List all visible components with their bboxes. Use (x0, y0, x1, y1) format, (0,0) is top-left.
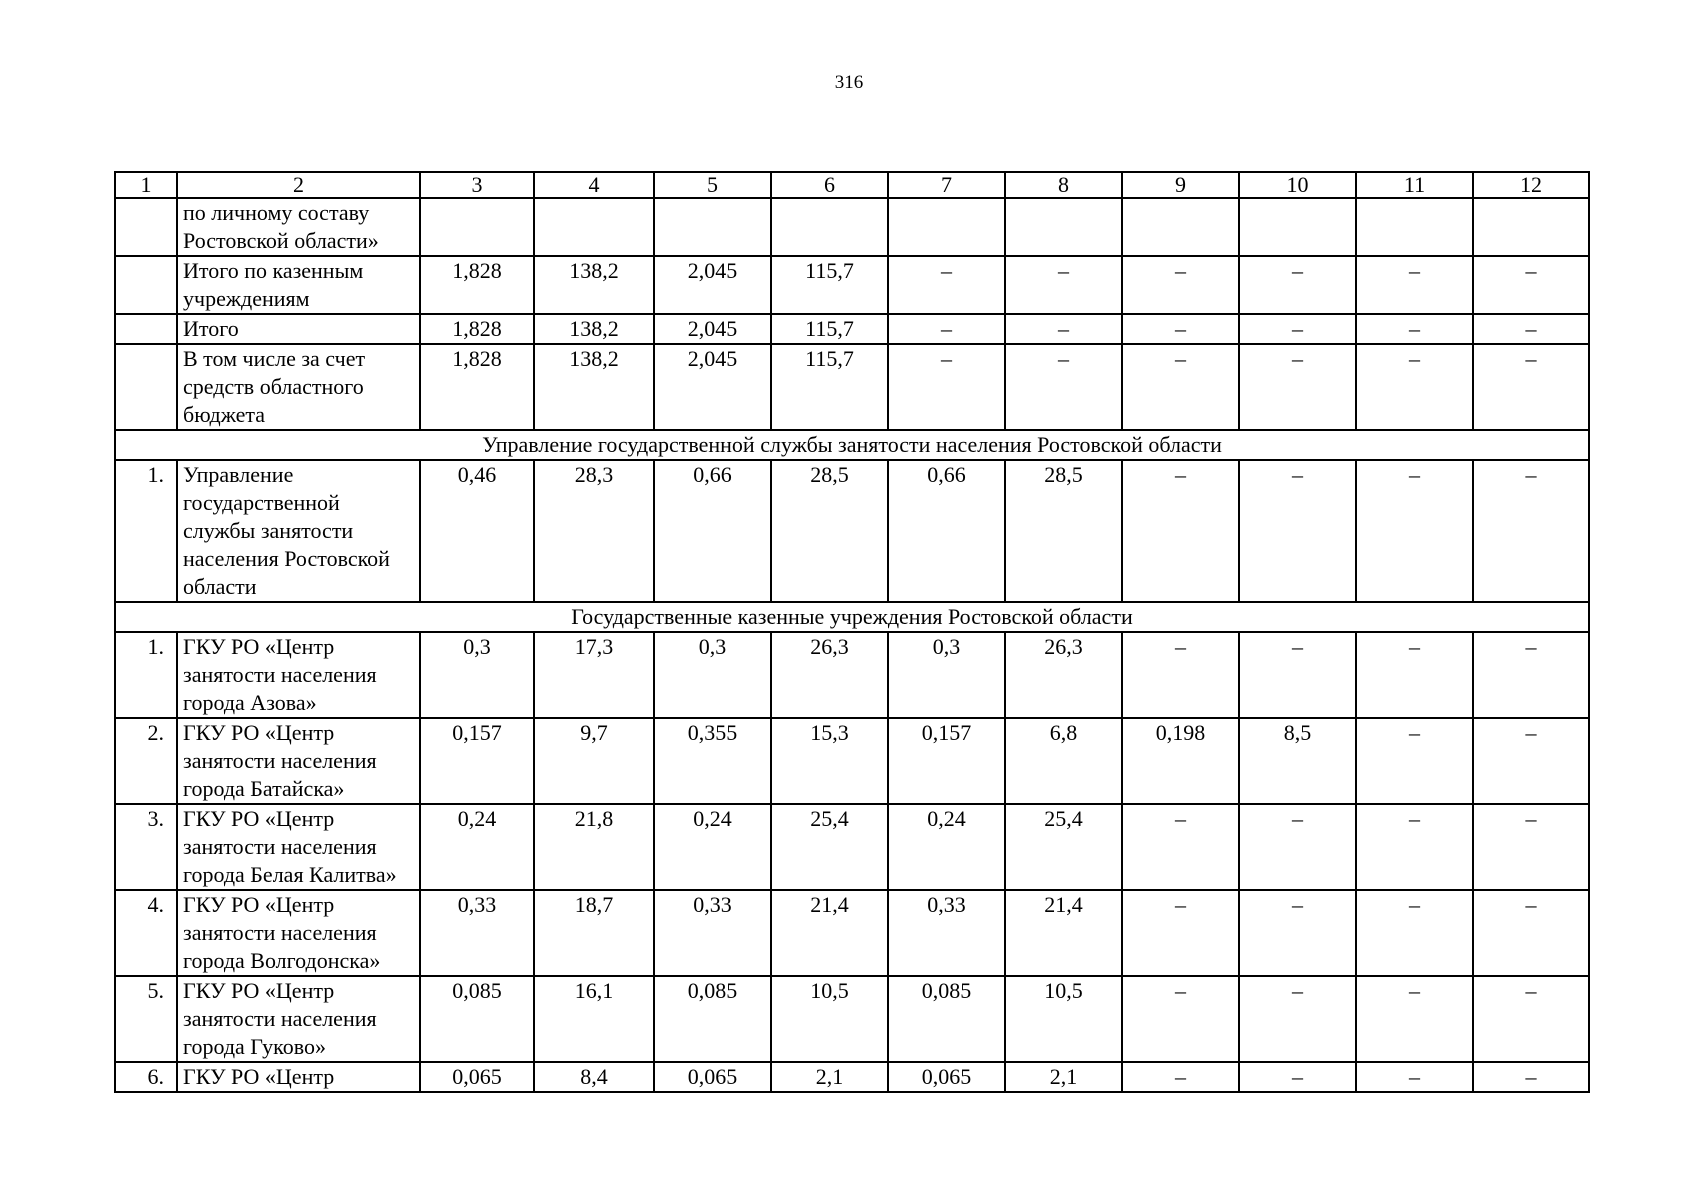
cell-col-4: 18,7 (534, 890, 654, 976)
row-number (115, 256, 177, 314)
cell-col-3: 0,085 (420, 976, 534, 1062)
cell-col-12: – (1473, 344, 1589, 430)
cell-col-6: 2,1 (771, 1062, 888, 1092)
section-header-row (115, 602, 1589, 632)
cell-col-3: 0,065 (420, 1062, 534, 1092)
cell-col-11: – (1356, 256, 1473, 314)
cell-col-4: 28,3 (534, 460, 654, 602)
cell-col-9: – (1122, 314, 1239, 344)
column-header-5: 5 (654, 172, 771, 198)
cell-col-9: 0,198 (1122, 718, 1239, 804)
row-name: ГКУ РО «Центр занятости населения города Гуково» (177, 976, 420, 1062)
table-row (115, 314, 1589, 344)
column-header-10: 10 (1239, 172, 1356, 198)
cell-col-7: 0,157 (888, 718, 1005, 804)
cell-col-11: – (1356, 344, 1473, 430)
row-number: 1. (115, 460, 177, 602)
cell-col-7: 0,085 (888, 976, 1005, 1062)
cell-col-10: 8,5 (1239, 718, 1356, 804)
table-row (115, 460, 1589, 602)
cell-col-11: – (1356, 314, 1473, 344)
cell-col-10: – (1239, 1062, 1356, 1092)
section-title: Государственные казенные учреждения Ростовской области (115, 602, 1589, 632)
cell-col-4: 138,2 (534, 314, 654, 344)
cell-col-3: 1,828 (420, 256, 534, 314)
cell-col-9: – (1122, 344, 1239, 430)
table-row (115, 632, 1589, 718)
cell-col-3: 1,828 (420, 314, 534, 344)
cell-col-8: – (1005, 256, 1122, 314)
cell-col-5: 0,33 (654, 890, 771, 976)
cell-col-5: 0,065 (654, 1062, 771, 1092)
column-header-1: 1 (115, 172, 177, 198)
column-header-row (115, 172, 1589, 198)
cell-col-7: 0,33 (888, 890, 1005, 976)
cell-col-10: – (1239, 804, 1356, 890)
cell-col-10: – (1239, 976, 1356, 1062)
cell-col-12: – (1473, 460, 1589, 602)
row-number: 4. (115, 890, 177, 976)
cell-col-4: 9,7 (534, 718, 654, 804)
cell-col-6: 15,3 (771, 718, 888, 804)
section-header-row (115, 430, 1589, 460)
cell-col-7: 0,3 (888, 632, 1005, 718)
cell-col-3: 0,46 (420, 460, 534, 602)
row-number (115, 344, 177, 430)
cell-col-3: 0,33 (420, 890, 534, 976)
cell-col-12: – (1473, 804, 1589, 890)
row-number: 6. (115, 1062, 177, 1092)
cell-col-8 (1005, 198, 1122, 256)
cell-col-12: – (1473, 976, 1589, 1062)
row-name: Итого (177, 314, 420, 344)
cell-col-4: 138,2 (534, 256, 654, 314)
column-header-3: 3 (420, 172, 534, 198)
cell-col-11: – (1356, 632, 1473, 718)
column-header-8: 8 (1005, 172, 1122, 198)
cell-col-7: – (888, 256, 1005, 314)
cell-col-12: – (1473, 256, 1589, 314)
cell-col-8: 6,8 (1005, 718, 1122, 804)
row-name: ГКУ РО «Центр занятости населения города Белая Калитва» (177, 804, 420, 890)
cell-col-7: 0,065 (888, 1062, 1005, 1092)
cell-col-7: 0,66 (888, 460, 1005, 602)
row-name: ГКУ РО «Центр занятости населения города Батайска» (177, 718, 420, 804)
cell-col-8: 2,1 (1005, 1062, 1122, 1092)
cell-col-10 (1239, 198, 1356, 256)
cell-col-12: – (1473, 632, 1589, 718)
cell-col-3 (420, 198, 534, 256)
cell-col-4: 21,8 (534, 804, 654, 890)
cell-col-11: – (1356, 890, 1473, 976)
cell-col-12: – (1473, 890, 1589, 976)
cell-col-5: 0,66 (654, 460, 771, 602)
cell-col-11: – (1356, 718, 1473, 804)
table-row (115, 804, 1589, 890)
cell-col-10: – (1239, 632, 1356, 718)
column-header-9: 9 (1122, 172, 1239, 198)
column-header-4: 4 (534, 172, 654, 198)
table-row (115, 256, 1589, 314)
cell-col-8: 10,5 (1005, 976, 1122, 1062)
row-name: Итого по казенным учреждениям (177, 256, 420, 314)
cell-col-4: 17,3 (534, 632, 654, 718)
cell-col-5: 0,3 (654, 632, 771, 718)
cell-col-4: 138,2 (534, 344, 654, 430)
cell-col-5 (654, 198, 771, 256)
table-row (115, 890, 1589, 976)
row-name: ГКУ РО «Центр (177, 1062, 420, 1092)
row-name: Управление государственной службы занятости населения Ростовской области (177, 460, 420, 602)
cell-col-7: – (888, 344, 1005, 430)
row-number: 3. (115, 804, 177, 890)
cell-col-7: 0,24 (888, 804, 1005, 890)
cell-col-3: 1,828 (420, 344, 534, 430)
cell-col-11: – (1356, 460, 1473, 602)
cell-col-11 (1356, 198, 1473, 256)
cell-col-3: 0,157 (420, 718, 534, 804)
table-row (115, 1062, 1589, 1092)
section-title: Управление государственной службы занятости населения Ростовской области (115, 430, 1589, 460)
cell-col-8: – (1005, 314, 1122, 344)
cell-col-10: – (1239, 256, 1356, 314)
cell-col-11: – (1356, 1062, 1473, 1092)
cell-col-4 (534, 198, 654, 256)
cell-col-6: 21,4 (771, 890, 888, 976)
cell-col-9 (1122, 198, 1239, 256)
cell-col-6: 115,7 (771, 314, 888, 344)
row-number: 5. (115, 976, 177, 1062)
cell-col-10: – (1239, 890, 1356, 976)
cell-col-8: – (1005, 344, 1122, 430)
cell-col-8: 25,4 (1005, 804, 1122, 890)
cell-col-6: 115,7 (771, 256, 888, 314)
column-header-6: 6 (771, 172, 888, 198)
cell-col-9: – (1122, 804, 1239, 890)
cell-col-6 (771, 198, 888, 256)
cell-col-4: 8,4 (534, 1062, 654, 1092)
table-row (115, 198, 1589, 256)
cell-col-6: 10,5 (771, 976, 888, 1062)
data-table (114, 171, 1590, 1093)
cell-col-11: – (1356, 976, 1473, 1062)
cell-col-8: 28,5 (1005, 460, 1122, 602)
cell-col-3: 0,24 (420, 804, 534, 890)
cell-col-6: 25,4 (771, 804, 888, 890)
cell-col-6: 115,7 (771, 344, 888, 430)
cell-col-12 (1473, 198, 1589, 256)
row-number (115, 198, 177, 256)
page-number: 316 (834, 72, 864, 93)
cell-col-5: 0,085 (654, 976, 771, 1062)
cell-col-8: 26,3 (1005, 632, 1122, 718)
table-row (115, 976, 1589, 1062)
cell-col-12: – (1473, 314, 1589, 344)
cell-col-5: 2,045 (654, 344, 771, 430)
table-row (115, 344, 1589, 430)
column-header-11: 11 (1356, 172, 1473, 198)
cell-col-9: – (1122, 460, 1239, 602)
cell-col-5: 2,045 (654, 256, 771, 314)
row-number: 1. (115, 632, 177, 718)
cell-col-10: – (1239, 314, 1356, 344)
cell-col-6: 28,5 (771, 460, 888, 602)
cell-col-9: – (1122, 632, 1239, 718)
cell-col-12: – (1473, 1062, 1589, 1092)
row-number (115, 314, 177, 344)
cell-col-11: – (1356, 804, 1473, 890)
row-name: ГКУ РО «Центр занятости населения города Волгодонска» (177, 890, 420, 976)
table-row (115, 718, 1589, 804)
cell-col-7: – (888, 314, 1005, 344)
cell-col-10: – (1239, 460, 1356, 602)
row-name: В том числе за счет средств областного бюджета (177, 344, 420, 430)
cell-col-10: – (1239, 344, 1356, 430)
cell-col-7 (888, 198, 1005, 256)
cell-col-6: 26,3 (771, 632, 888, 718)
cell-col-3: 0,3 (420, 632, 534, 718)
cell-col-5: 0,24 (654, 804, 771, 890)
row-name: ГКУ РО «Центр занятости населения города Азова» (177, 632, 420, 718)
cell-col-8: 21,4 (1005, 890, 1122, 976)
cell-col-4: 16,1 (534, 976, 654, 1062)
cell-col-9: – (1122, 890, 1239, 976)
row-name: по личному составу Ростовской области» (177, 198, 420, 256)
column-header-7: 7 (888, 172, 1005, 198)
cell-col-5: 0,355 (654, 718, 771, 804)
cell-col-12: – (1473, 718, 1589, 804)
column-header-2: 2 (177, 172, 420, 198)
cell-col-9: – (1122, 976, 1239, 1062)
column-header-12: 12 (1473, 172, 1589, 198)
cell-col-9: – (1122, 1062, 1239, 1092)
row-number: 2. (115, 718, 177, 804)
cell-col-5: 2,045 (654, 314, 771, 344)
cell-col-9: – (1122, 256, 1239, 314)
